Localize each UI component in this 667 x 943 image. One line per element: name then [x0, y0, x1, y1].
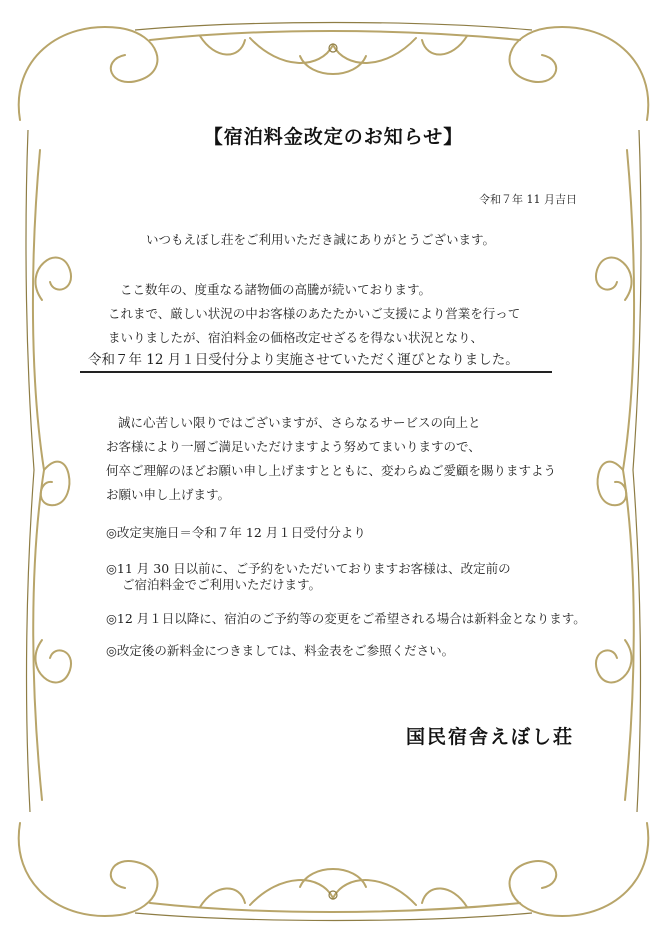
para2-line1: 誠に心苦しい限りではございますが、さらなるサービスの向上と: [118, 415, 481, 430]
signature: 国民宿舎えぼし荘: [406, 726, 575, 748]
underline: [80, 371, 552, 373]
para1-line3: まいりましたが、宿泊料金の価格改定せざるを得ない状況となり、: [108, 330, 484, 345]
issue-date: 令和７年 11 月吉日: [479, 193, 577, 206]
effective-notice: 令和７年 12 月１日受付分より実施させていただく運びとなりました。: [88, 352, 519, 368]
bullet-price-table: ◎改定後の新料金につきましては、料金表をご参照ください。: [106, 643, 455, 658]
bullet-prior-reservations-cont: ご宿泊料金でご利用いただけます。: [122, 577, 322, 592]
para1-line2: これまで、厳しい状況の中お客様のあたたかいご支援により営業を行って: [108, 306, 521, 321]
para2-line4: お願い申し上げます。: [106, 487, 231, 502]
page-title: 【宿泊料金改定のお知らせ】: [203, 126, 464, 148]
bullet-effective-date: ◎改定実施日＝令和７年 12 月１日受付分より: [106, 525, 366, 540]
bullet-changes: ◎12 月１日以降に、宿泊のご予約等の変更をご希望される場合は新料金となります。: [106, 611, 586, 626]
para2-line3: 何卒ご理解のほどお願い申し上げますとともに、変わらぬご愛顧を賜りますよう: [106, 463, 557, 478]
para2-line2: お客様により一層ご満足いただけますよう努めてまいりますので、: [106, 439, 481, 454]
bullet-prior-reservations: ◎11 月 30 日以前に、ご予約をいただいておりますお客様は、改定前の: [106, 561, 511, 576]
para1-line1: ここ数年の、度重なる諸物価の高騰が続いております。: [120, 282, 432, 297]
greeting: いつもえぼし荘をご利用いただき誠にありがとうございます。: [146, 232, 496, 247]
